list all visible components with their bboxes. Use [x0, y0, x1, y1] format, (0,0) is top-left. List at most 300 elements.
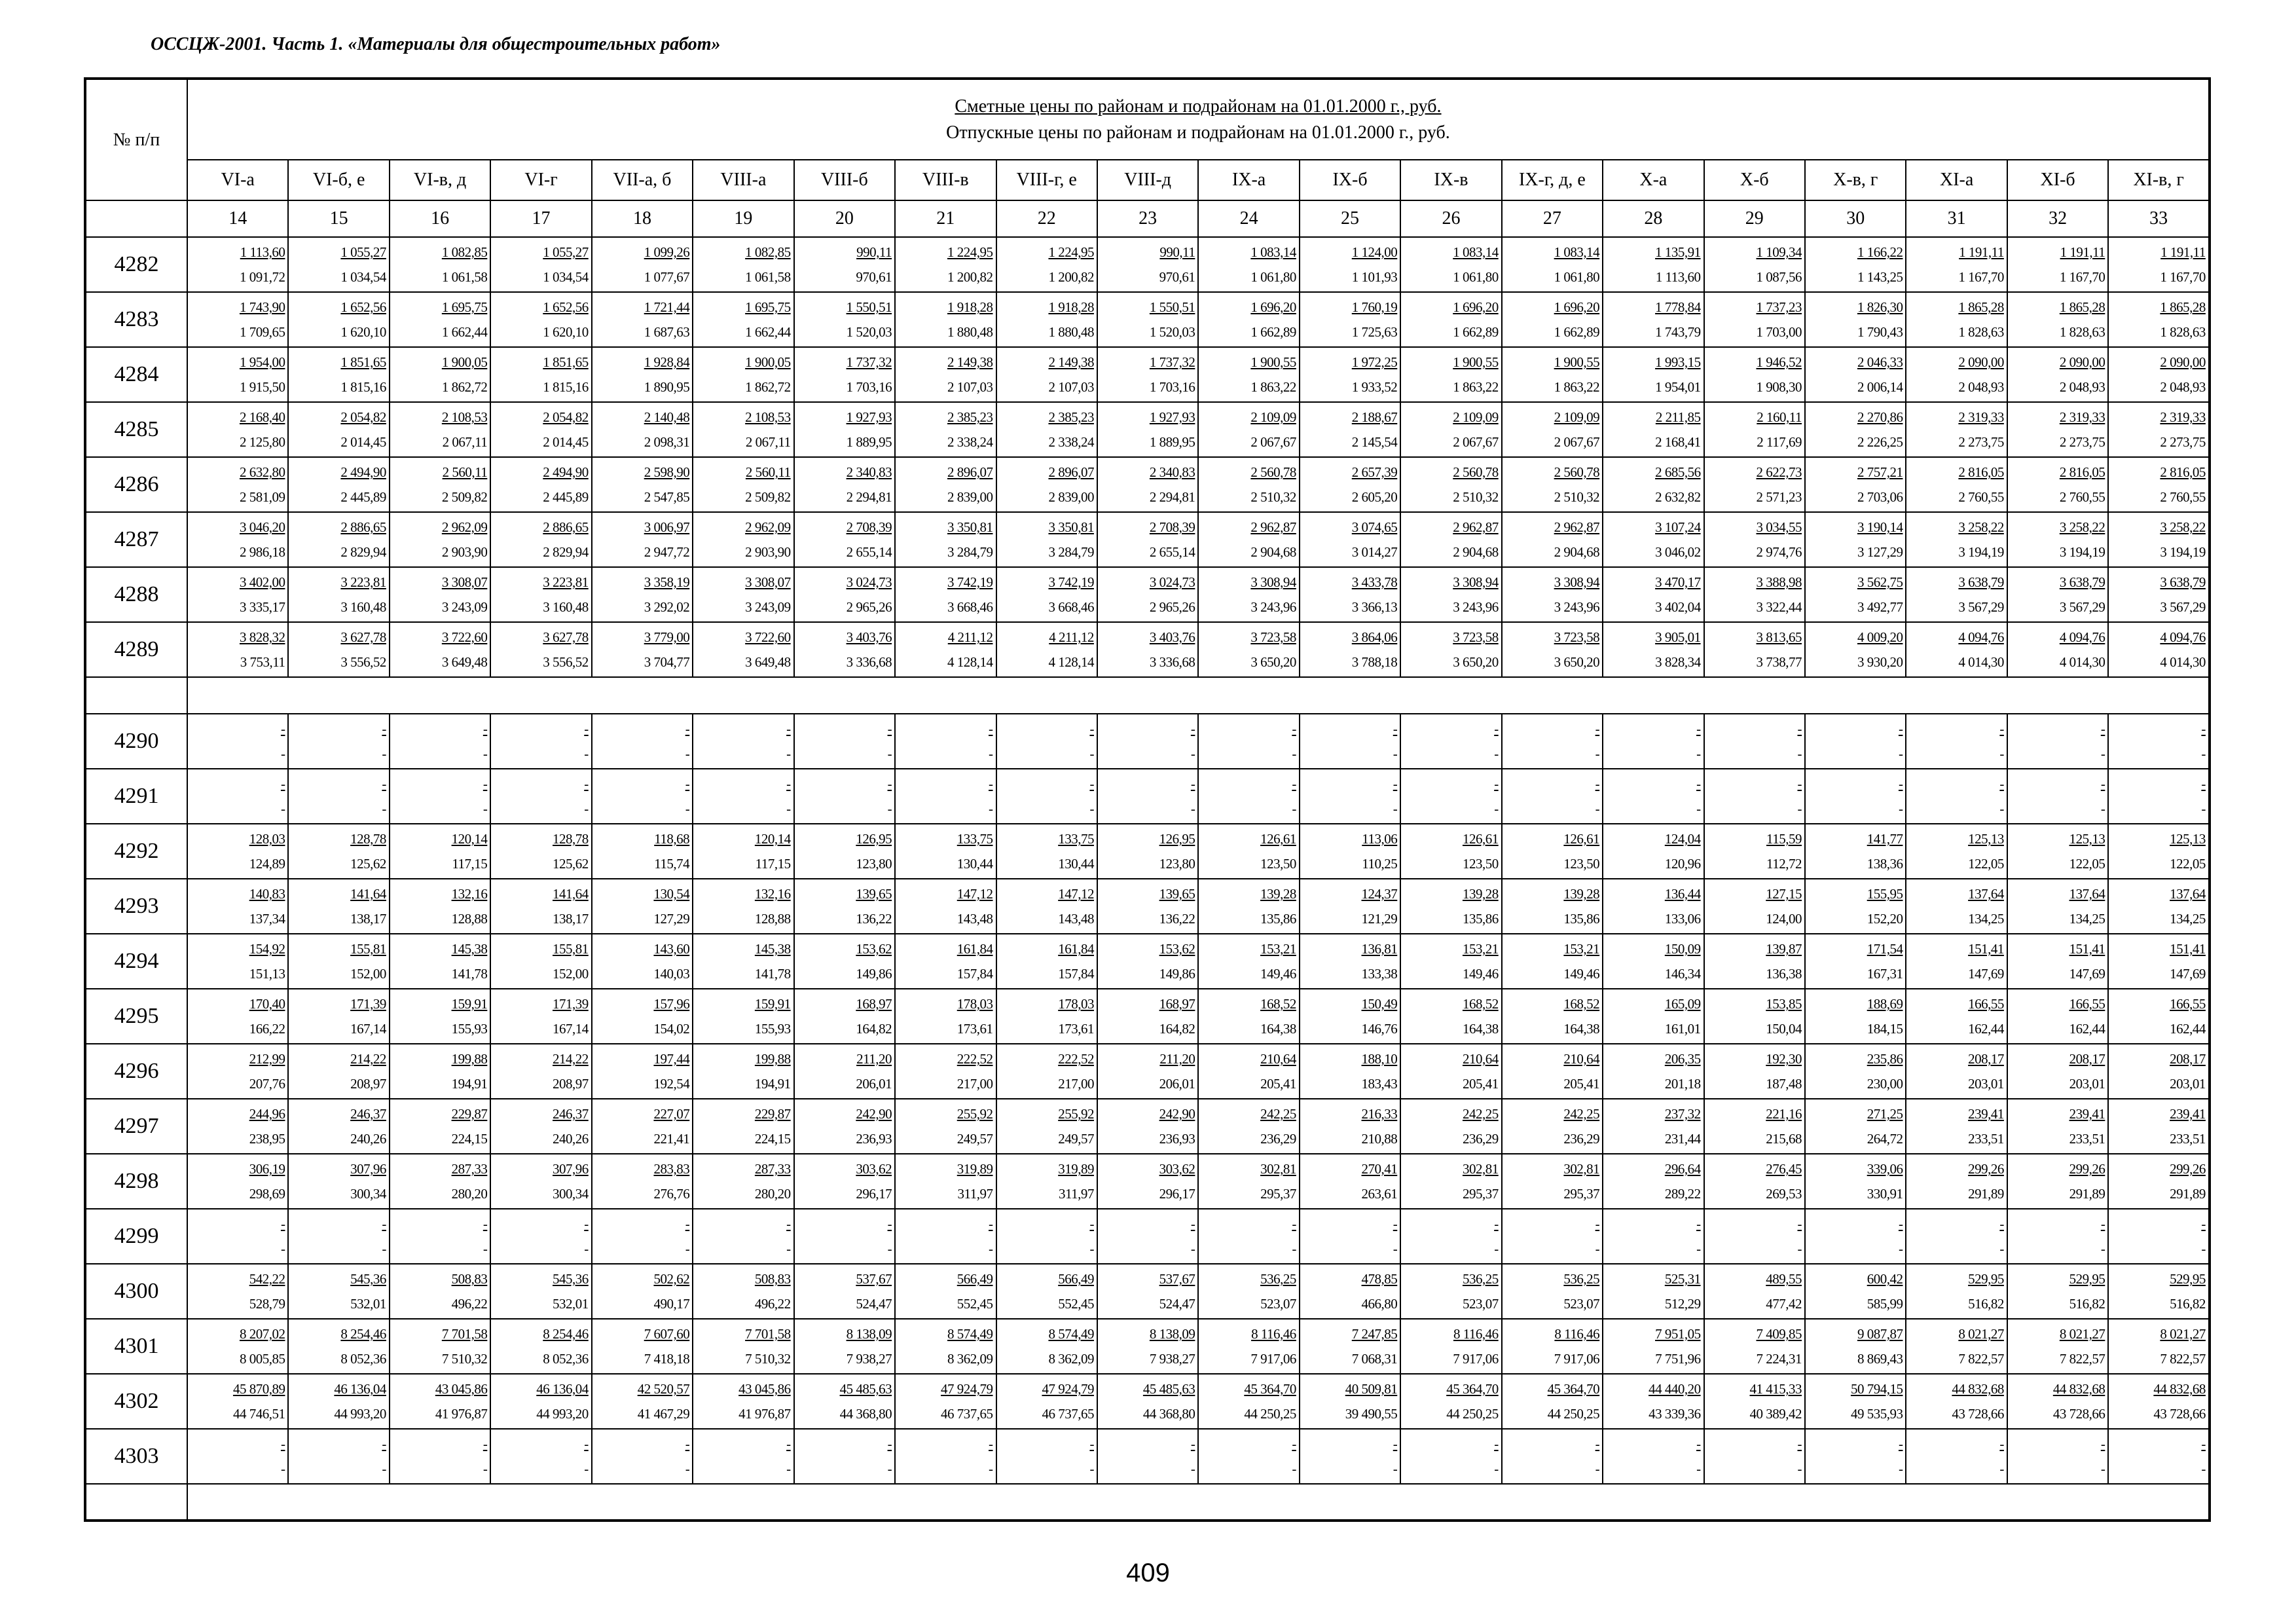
estimated-price: - [1898, 721, 1903, 737]
estimated-price: - [685, 1216, 690, 1232]
price-cell [1502, 769, 1603, 824]
price-cell [592, 512, 693, 567]
selling-price: 3 650,20 [1250, 654, 1296, 670]
selling-price: 295,37 [1462, 1186, 1499, 1202]
estimated-price: 41 415,33 [1749, 1381, 1802, 1397]
price-cell [1603, 824, 1704, 879]
selling-price: 135,86 [1462, 911, 1499, 927]
estimated-price: 2 109,09 [1453, 409, 1499, 425]
estimated-price: - [1898, 1216, 1903, 1232]
selling-price: 7 917,06 [1453, 1351, 1499, 1367]
selling-price: 524,47 [856, 1296, 892, 1312]
estimated-price: 165,09 [1664, 996, 1701, 1012]
selling-price: 217,00 [1058, 1076, 1094, 1092]
price-cell [1198, 1099, 1299, 1154]
selling-price: 512,29 [1664, 1296, 1701, 1312]
price-cell [592, 989, 693, 1044]
price-cell [1400, 769, 1501, 824]
selling-price: 1 828,63 [1958, 324, 2004, 340]
price-cell [2108, 1429, 2210, 1484]
estimated-price: 1 900,05 [441, 354, 488, 370]
estimated-price: 3 864,06 [1351, 629, 1398, 645]
selling-price: 221,41 [653, 1131, 690, 1147]
price-cell [1300, 714, 1400, 769]
selling-price: 143,48 [957, 911, 993, 927]
estimated-price: 145,38 [754, 941, 791, 957]
selling-price: 210,88 [1361, 1131, 1398, 1147]
estimated-price: 3 308,07 [745, 574, 791, 590]
selling-price: 112,72 [1766, 856, 1802, 872]
selling-price: 117,15 [452, 856, 488, 872]
selling-price: 167,14 [553, 1021, 589, 1037]
estimated-price: 1 083,14 [1453, 244, 1499, 260]
estimated-price: 212,99 [249, 1051, 285, 1067]
price-cell [390, 1154, 490, 1209]
price-cell [1603, 292, 1704, 347]
price-group-header [187, 79, 2210, 160]
selling-price: - [1898, 746, 1903, 762]
region-header: X-а [1603, 160, 1704, 200]
price-cell [1097, 1374, 1198, 1429]
estimated-price: 3 350,81 [947, 519, 993, 535]
estimated-price: 1 695,75 [745, 299, 791, 315]
region-header: IX-в [1400, 160, 1501, 200]
price-cell [794, 769, 895, 824]
estimated-price: 170,40 [249, 996, 285, 1012]
selling-price: 524,47 [1159, 1296, 1195, 1312]
price-cell [1300, 879, 1400, 934]
estimated-price: 319,89 [957, 1161, 993, 1177]
estimated-price: 2 962,87 [1554, 519, 1600, 535]
price-cell [895, 292, 996, 347]
estimated-price: 8 021,27 [1958, 1326, 2004, 1342]
estimated-price: 306,19 [249, 1161, 285, 1177]
selling-price: 149,86 [1159, 966, 1195, 982]
estimated-price: 3 638,79 [2059, 574, 2105, 590]
price-cell [693, 1154, 793, 1209]
selling-price: 2 829,94 [340, 544, 386, 560]
selling-price: 4 014,30 [2059, 654, 2105, 670]
price-cell [1906, 512, 2007, 567]
estimated-price: 3 722,60 [745, 629, 791, 645]
price-cell [490, 512, 591, 567]
estimated-price: 2 657,39 [1351, 464, 1398, 480]
estimated-price: 1 737,32 [1149, 354, 1195, 370]
selling-price: - [1696, 801, 1701, 817]
price-cell [1502, 567, 1603, 622]
price-cell [390, 989, 490, 1044]
selling-price: - [685, 746, 690, 762]
selling-price: 150,04 [1766, 1021, 1802, 1037]
region-header: VIII-д [1097, 160, 1198, 200]
selling-price: - [584, 1241, 589, 1257]
selling-price: 2 760,55 [1958, 489, 2004, 505]
selling-price: 2 067,11 [442, 434, 488, 450]
selling-price: 2 294,81 [846, 489, 892, 505]
price-cell [1906, 1374, 2007, 1429]
selling-price: 2 703,06 [1857, 489, 1903, 505]
estimated-price: 46 136,04 [334, 1381, 386, 1397]
selling-price: - [1696, 1461, 1701, 1477]
price-cell [1704, 1044, 1805, 1099]
table-row [85, 1319, 2210, 1374]
price-cell [2007, 292, 2108, 347]
selling-price: 516,82 [2170, 1296, 2206, 1312]
estimated-price: 1 946,52 [1756, 354, 1802, 370]
table-row [85, 1264, 2210, 1319]
price-cell [1603, 457, 1704, 512]
selling-price: 122,05 [2069, 856, 2105, 872]
estimated-price: - [280, 721, 285, 737]
selling-price: 296,17 [856, 1186, 892, 1202]
price-cell [2007, 347, 2108, 402]
selling-price: 3 649,48 [745, 654, 791, 670]
estimated-price: 529,95 [1968, 1271, 2004, 1287]
estimated-price: 3 638,79 [2160, 574, 2206, 590]
selling-price: 296,17 [1159, 1186, 1195, 1202]
price-cell [1097, 512, 1198, 567]
price-cell [1704, 1154, 1805, 1209]
selling-price: 2 145,54 [1351, 434, 1398, 450]
estimated-price: 478,85 [1361, 1271, 1398, 1287]
estimated-price: 136,81 [1361, 941, 1398, 957]
selling-price: 173,61 [957, 1021, 993, 1037]
selling-price: 236,29 [1563, 1131, 1600, 1147]
selling-price: - [280, 801, 285, 817]
estimated-price: 239,41 [2069, 1106, 2105, 1122]
selling-price: 280,20 [754, 1186, 791, 1202]
estimated-price: 303,62 [856, 1161, 892, 1177]
estimated-price: - [584, 721, 589, 737]
selling-price: - [1595, 801, 1600, 817]
price-cell [1603, 1099, 1704, 1154]
selling-price: 135,86 [1260, 911, 1296, 927]
price-cell [187, 824, 288, 879]
estimated-price: 3 258,22 [2059, 519, 2105, 535]
price-cell [1400, 512, 1501, 567]
price-cell [1603, 567, 1704, 622]
selling-price: - [1190, 1241, 1195, 1257]
table-row [85, 1044, 2210, 1099]
estimated-price: 166,55 [2170, 996, 2206, 1012]
selling-price: - [989, 801, 993, 817]
selling-price: 523,07 [1563, 1296, 1600, 1312]
selling-price: - [989, 1461, 993, 1477]
selling-price: 2 067,67 [1453, 434, 1499, 450]
price-cell [1805, 769, 1906, 824]
row-number: 4292 [85, 824, 187, 879]
selling-price: 149,46 [1462, 966, 1499, 982]
selling-price: - [382, 801, 386, 817]
price-cell [490, 1099, 591, 1154]
price-cell [288, 402, 389, 457]
selling-price: 2 655,14 [1149, 544, 1195, 560]
estimated-price: 229,87 [754, 1106, 791, 1122]
selling-price: - [1190, 1461, 1195, 1477]
selling-price: 110,25 [1362, 856, 1398, 872]
selling-price: 231,44 [1664, 1131, 1701, 1147]
selling-price: 41 467,29 [637, 1406, 690, 1422]
selling-price: 184,15 [1867, 1021, 1903, 1037]
price-cell [490, 1319, 591, 1374]
price-cell [390, 1044, 490, 1099]
estimated-price: 2 886,65 [543, 519, 589, 535]
estimated-price: - [989, 776, 993, 792]
price-cell [592, 457, 693, 512]
selling-price: 166,22 [249, 1021, 285, 1037]
estimated-price: 139,28 [1563, 886, 1600, 902]
estimated-price: 168,52 [1260, 996, 1296, 1012]
estimated-price: 270,41 [1361, 1161, 1398, 1177]
estimated-price: 4 009,20 [1857, 629, 1903, 645]
price-cell [693, 622, 793, 677]
estimated-price: 155,95 [1867, 886, 1903, 902]
table-row [85, 824, 2210, 879]
price-cell [2108, 769, 2210, 824]
estimated-price: 125,13 [2069, 831, 2105, 847]
region-header: X-в, г [1805, 160, 1906, 200]
price-cell [2007, 879, 2108, 934]
selling-price: 162,44 [1968, 1021, 2004, 1037]
row-number: 4295 [85, 989, 187, 1044]
selling-price: 233,51 [1968, 1131, 2004, 1147]
selling-price: 140,03 [653, 966, 690, 982]
estimated-price: - [1494, 721, 1499, 737]
estimated-price: - [1393, 776, 1398, 792]
estimated-price: 124,04 [1664, 831, 1701, 847]
selling-price: - [483, 801, 488, 817]
selling-price: 2 048,93 [2059, 379, 2105, 395]
selling-price: 134,25 [2170, 911, 2206, 927]
selling-price: 2 904,68 [1554, 544, 1600, 560]
estimated-price: 192,30 [1766, 1051, 1802, 1067]
region-header: VIII-в [895, 160, 996, 200]
price-cell [794, 1044, 895, 1099]
selling-price: 2 226,25 [1857, 434, 1903, 450]
estimated-price: 2 319,33 [2059, 409, 2105, 425]
selling-price: 130,44 [957, 856, 993, 872]
estimated-price: 2 211,85 [1655, 409, 1701, 425]
selling-price: - [1494, 801, 1499, 817]
price-cell [1704, 347, 1805, 402]
estimated-price: 990,11 [1159, 244, 1195, 260]
estimated-price: 508,83 [451, 1271, 488, 1287]
estimated-price: 153,62 [856, 941, 892, 957]
estimated-price: 137,64 [1968, 886, 2004, 902]
price-cell [288, 1099, 389, 1154]
selling-price: 2 125,80 [239, 434, 285, 450]
selling-price: 203,01 [2170, 1076, 2206, 1092]
selling-price: - [887, 801, 892, 817]
estimated-price: - [382, 1216, 386, 1232]
table-row [85, 567, 2210, 622]
selling-price: - [1898, 1461, 1903, 1477]
selling-price: 1 034,54 [543, 269, 589, 285]
selling-price: 3 292,02 [644, 599, 690, 615]
price-cell [1502, 1209, 1603, 1264]
estimated-price: - [1089, 776, 1094, 792]
region-header: VI-г [490, 160, 591, 200]
selling-price: 43 728,66 [1952, 1406, 2004, 1422]
column-number: 26 [1400, 200, 1501, 237]
selling-price: 41 976,87 [435, 1406, 488, 1422]
estimated-price: 8 021,27 [2059, 1326, 2105, 1342]
selling-price: 7 822,57 [1958, 1351, 2004, 1367]
estimated-price: 210,64 [1260, 1051, 1296, 1067]
price-cell [490, 1154, 591, 1209]
selling-price: 7 418,18 [644, 1351, 690, 1367]
selling-price: 164,82 [856, 1021, 892, 1037]
region-header: IX-а [1198, 160, 1299, 200]
price-cell [2007, 989, 2108, 1044]
region-header: IX-г, д, е [1502, 160, 1603, 200]
price-cell [693, 237, 793, 292]
estimated-price: - [887, 1436, 892, 1452]
selling-price: 46 737,65 [941, 1406, 993, 1422]
selling-price: 3 243,96 [1453, 599, 1499, 615]
table-row [85, 934, 2210, 989]
selling-price: 137,34 [249, 911, 285, 927]
selling-price: - [887, 746, 892, 762]
selling-price: 3 243,09 [745, 599, 791, 615]
price-cell [1603, 512, 1704, 567]
selling-price: 1 200,82 [947, 269, 993, 285]
estimated-price: 222,52 [957, 1051, 993, 1067]
price-cell [390, 824, 490, 879]
selling-price: 233,51 [2170, 1131, 2206, 1147]
price-cell [1704, 1374, 1805, 1429]
estimated-price: 153,21 [1462, 941, 1499, 957]
estimated-price: - [382, 1436, 386, 1452]
price-cell [1906, 567, 2007, 622]
estimated-price: 2 090,00 [2059, 354, 2105, 370]
price-cell [2108, 714, 2210, 769]
selling-price: 1 167,70 [2059, 269, 2105, 285]
selling-price: - [1089, 1461, 1094, 1477]
estimated-price: - [1190, 1436, 1195, 1452]
selling-price: 147,69 [2069, 966, 2105, 982]
selling-price: - [1393, 1241, 1398, 1257]
estimated-price: 1 721,44 [644, 299, 690, 315]
selling-price: - [1190, 801, 1195, 817]
price-cell [1906, 402, 2007, 457]
estimated-price: - [1797, 1216, 1802, 1232]
estimated-price: - [1595, 721, 1600, 737]
selling-price: 164,82 [1159, 1021, 1195, 1037]
price-cell [1400, 714, 1501, 769]
estimated-price: 1 865,28 [2160, 299, 2206, 315]
selling-price: 3 668,46 [947, 599, 993, 615]
price-cell [288, 989, 389, 1044]
region-header: VIII-а [693, 160, 793, 200]
price-cell [1704, 989, 1805, 1044]
selling-price: 2 509,82 [441, 489, 488, 505]
selling-price: 2 903,90 [441, 544, 488, 560]
price-cell [693, 402, 793, 457]
selling-price: - [1292, 1461, 1296, 1477]
selling-price: 44 250,25 [1446, 1406, 1499, 1422]
row-number: 4284 [85, 347, 187, 402]
selling-price: 1 703,00 [1756, 324, 1802, 340]
selling-price: 138,17 [350, 911, 386, 927]
estimated-price: 3 024,73 [846, 574, 892, 590]
selling-price: 1 662,89 [1554, 324, 1600, 340]
selling-price: 141,78 [451, 966, 488, 982]
price-cell [794, 1319, 895, 1374]
estimated-price: 8 254,46 [340, 1326, 386, 1342]
price-cell [288, 292, 389, 347]
selling-price: 2 839,00 [1048, 489, 1094, 505]
selling-price: 1 520,03 [846, 324, 892, 340]
column-number: 33 [2108, 200, 2210, 237]
price-cell [996, 1154, 1097, 1209]
price-cell [2108, 1374, 2210, 1429]
selling-price: 1 880,48 [1048, 324, 1094, 340]
estimated-price: 8 207,02 [239, 1326, 285, 1342]
estimated-price: 237,32 [1664, 1106, 1701, 1122]
selling-price: 7 068,31 [1351, 1351, 1398, 1367]
price-cell [288, 1154, 389, 1209]
price-cell [1805, 237, 1906, 292]
estimated-price: 2 090,00 [2160, 354, 2206, 370]
price-cell [1704, 457, 1805, 512]
selling-prices-caption: Отпускные цены по районам и подрайонам на 01.01.2000 г., руб. [946, 122, 1450, 143]
selling-price: 3 649,48 [441, 654, 488, 670]
price-cell [1300, 1044, 1400, 1099]
estimated-price: 3 627,78 [543, 629, 589, 645]
selling-price: 1 520,03 [1149, 324, 1195, 340]
selling-price: 1 703,16 [846, 379, 892, 395]
selling-price: 280,20 [451, 1186, 488, 1202]
price-cell [1603, 622, 1704, 677]
selling-price: 264,72 [1867, 1131, 1903, 1147]
price-cell [2108, 292, 2210, 347]
estimated-price: 1 696,20 [1250, 299, 1296, 315]
selling-price: - [1089, 801, 1094, 817]
selling-price: - [2100, 801, 2105, 817]
estimated-price: 1 900,55 [1453, 354, 1499, 370]
estimated-price: - [1190, 1216, 1195, 1232]
selling-price: 1 061,80 [1250, 269, 1296, 285]
estimated-price: 139,28 [1462, 886, 1499, 902]
price-cell [693, 769, 793, 824]
selling-price: 133,38 [1361, 966, 1398, 982]
selling-price: 3 127,29 [1857, 544, 1903, 560]
price-cell [794, 1209, 895, 1264]
price-cell [996, 1319, 1097, 1374]
selling-price: 1 061,58 [745, 269, 791, 285]
estimated-price: 536,25 [1260, 1271, 1296, 1287]
selling-price: 2 510,32 [1453, 489, 1499, 505]
selling-price: 123,50 [1260, 856, 1296, 872]
selling-price: 152,20 [1867, 911, 1903, 927]
selling-price: 135,86 [1563, 911, 1600, 927]
price-cell [2108, 567, 2210, 622]
estimated-price: 120,14 [451, 831, 488, 847]
estimated-price: 3 813,65 [1756, 629, 1802, 645]
estimated-price: 307,96 [350, 1161, 386, 1177]
selling-price: 161,01 [1664, 1021, 1701, 1037]
price-cell [187, 512, 288, 567]
price-cell [1805, 824, 1906, 879]
estimated-price: 3 190,14 [1857, 519, 1903, 535]
estimated-price: 299,26 [1968, 1161, 2004, 1177]
table-row [85, 292, 2210, 347]
row-number: 4289 [85, 622, 187, 677]
price-cell [1704, 622, 1805, 677]
price-cell [794, 1374, 895, 1429]
estimated-price: 2 188,67 [1351, 409, 1398, 425]
